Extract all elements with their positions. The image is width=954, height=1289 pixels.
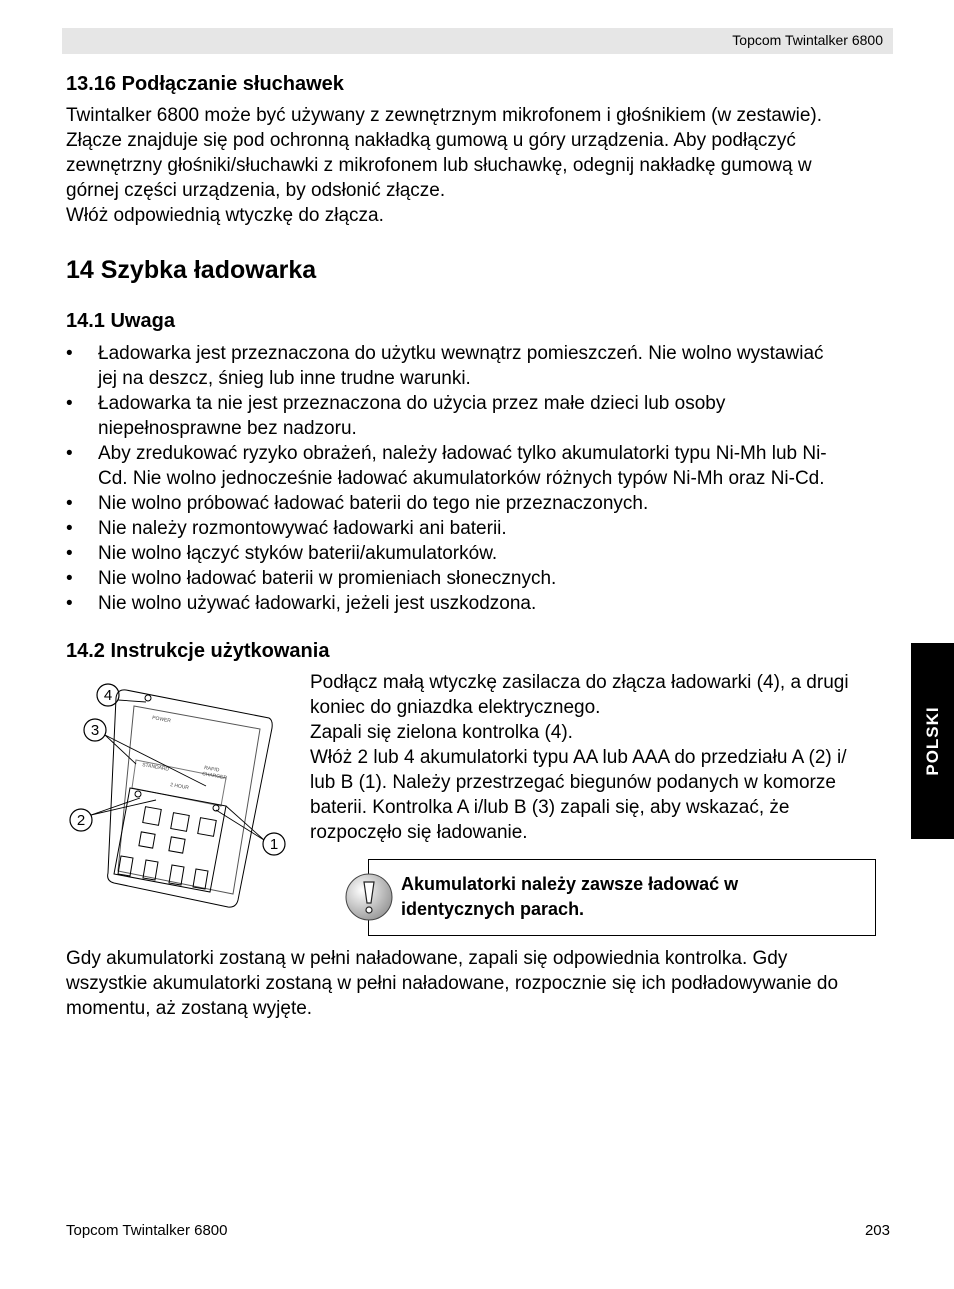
footer-title: Topcom Twintalker 6800 xyxy=(66,1222,228,1239)
language-tab-label: POLSKI xyxy=(922,706,942,776)
charger-figure xyxy=(66,678,296,918)
list-item xyxy=(66,491,827,516)
list-item-line: Nie wolno ładować baterii w promieniach słonecznych. xyxy=(98,568,557,589)
device-label-standard: STANDARD xyxy=(141,762,170,773)
section-13-16-heading: 13.16 Podłączanie słuchawek xyxy=(66,73,344,95)
list-item-line: jej na deszcz, śnieg lub inne trudne warunki. xyxy=(98,368,471,389)
section-14-2-after-text xyxy=(66,946,838,1021)
text-line: Włóż odpowiednią wtyczkę do złącza. xyxy=(66,205,384,226)
callout-4: 4 xyxy=(103,687,113,704)
bullet-icon: • xyxy=(66,543,73,564)
device-label-hour: 2 HOUR xyxy=(169,782,190,792)
text-line: górnej części urządzenia, by odsłonić złącze. xyxy=(66,180,446,201)
device-label-charger: CHARGER xyxy=(201,771,228,782)
list-item-line: Nie wolno łączyć styków baterii/akumulatorków. xyxy=(98,543,498,564)
bullet-icon: • xyxy=(66,493,73,514)
device-label-power: POWER xyxy=(151,715,172,725)
text-line: Włóż 2 lub 4 akumulatorki typu AA lub AAA do przedziału A (2) i/ xyxy=(310,747,847,768)
section-14-1-heading: 14.1 Uwaga xyxy=(66,310,175,332)
header-title: Topcom Twintalker 6800 xyxy=(732,32,883,48)
warning-list xyxy=(66,341,827,616)
list-item-line: Ładowarka jest przeznaczona do użytku wewnątrz pomieszczeń. Nie wolno wystawiać xyxy=(98,343,824,364)
text-line: zewnętrzny głośniki/słuchawki z mikrofonem lub słuchawkę, odegnij nakładkę gumową w xyxy=(66,155,812,176)
list-item xyxy=(66,566,827,591)
bullet-icon: • xyxy=(66,393,73,414)
list-item-line: Nie należy rozmontowywać ładowarki ani baterii. xyxy=(98,518,507,539)
list-item xyxy=(66,541,827,566)
callout-2: 2 xyxy=(76,812,86,829)
section-14-2-heading: 14.2 Instrukcje użytkowania xyxy=(66,640,330,662)
text-line: momentu, aż zostaną wyjęte. xyxy=(66,998,313,1019)
list-item-line: Nie wolno używać ładowarki, jeżeli jest uszkodzona. xyxy=(98,593,537,614)
list-item-line: Nie wolno próbować ładować baterii do tego nie przeznaczonych. xyxy=(98,493,649,514)
note-line: identycznych parach. xyxy=(401,899,585,919)
list-item-line: Cd. Nie wolno jednocześnie ładować akumulatorków różnych typów Ni-Mh oraz Ni-Cd. xyxy=(98,468,825,489)
bullet-icon: • xyxy=(66,343,73,364)
text-line: koniec do gniazdka elektrycznego. xyxy=(310,697,601,718)
text-line: lub B (1). Należy przestrzegać biegunów podanych w komorze xyxy=(310,772,836,793)
section-14-2-text xyxy=(310,670,849,845)
page-number: 203 xyxy=(864,1222,890,1239)
list-item-line: Aby zredukować ryzyko obrażeń, należy ładować tylko akumulatorki typu Ni-Mh lub Ni- xyxy=(98,443,827,464)
charger-illustration xyxy=(66,678,296,913)
text-line: baterii. Kontrolka A i/lub B (3) zapali się, aby wskazać, że xyxy=(310,797,790,818)
text-line: Gdy akumulatorki zostaną w pełni naładowane, zapali się odpowiednia kontrolka. Gdy xyxy=(66,948,788,969)
note-text xyxy=(401,872,738,922)
text-line: wszystkie akumulatorki zostaną w pełni naładowane, rozpocznie się ich podładowywanie do xyxy=(66,973,839,994)
bullet-icon: • xyxy=(66,593,73,614)
list-item xyxy=(66,391,827,441)
list-item-line: niepełnosprawne bez nadzoru. xyxy=(98,418,357,439)
header-bar xyxy=(62,28,893,54)
list-item xyxy=(66,591,827,616)
bullet-icon: • xyxy=(66,568,73,589)
language-tab xyxy=(911,643,954,839)
text-line: Twintalker 6800 może być używany z zewnętrznym mikrofonem i głośnikiem (w zestawie). xyxy=(66,105,823,126)
callout-1: 1 xyxy=(269,836,279,853)
exclamation-icon xyxy=(344,872,394,922)
list-item xyxy=(66,341,827,391)
note-box xyxy=(368,859,876,936)
section-14-heading: 14 Szybka ładowarka xyxy=(66,256,317,284)
text-line: rozpoczęło się ładowanie. xyxy=(310,822,528,843)
text-line: Złącze znajduje się pod ochronną nakładką gumową u góry urządzenia. Aby podłączyć xyxy=(66,130,796,151)
note-line: Akumulatorki należy zawsze ładować w xyxy=(401,874,739,894)
list-item xyxy=(66,441,827,491)
text-line: Zapali się zielona kontrolka (4). xyxy=(310,722,573,743)
bullet-icon: • xyxy=(66,518,73,539)
section-13-16-text xyxy=(66,103,822,228)
bullet-icon: • xyxy=(66,443,73,464)
text-line: Podłącz małą wtyczkę zasilacza do złącza ładowarki (4), a drugi xyxy=(310,672,849,693)
callout-3: 3 xyxy=(90,722,100,739)
device-label-rapid: RAPID xyxy=(203,765,220,774)
list-item-line: Ładowarka ta nie jest przeznaczona do użycia przez małe dzieci lub osoby xyxy=(98,393,726,414)
list-item xyxy=(66,516,827,541)
